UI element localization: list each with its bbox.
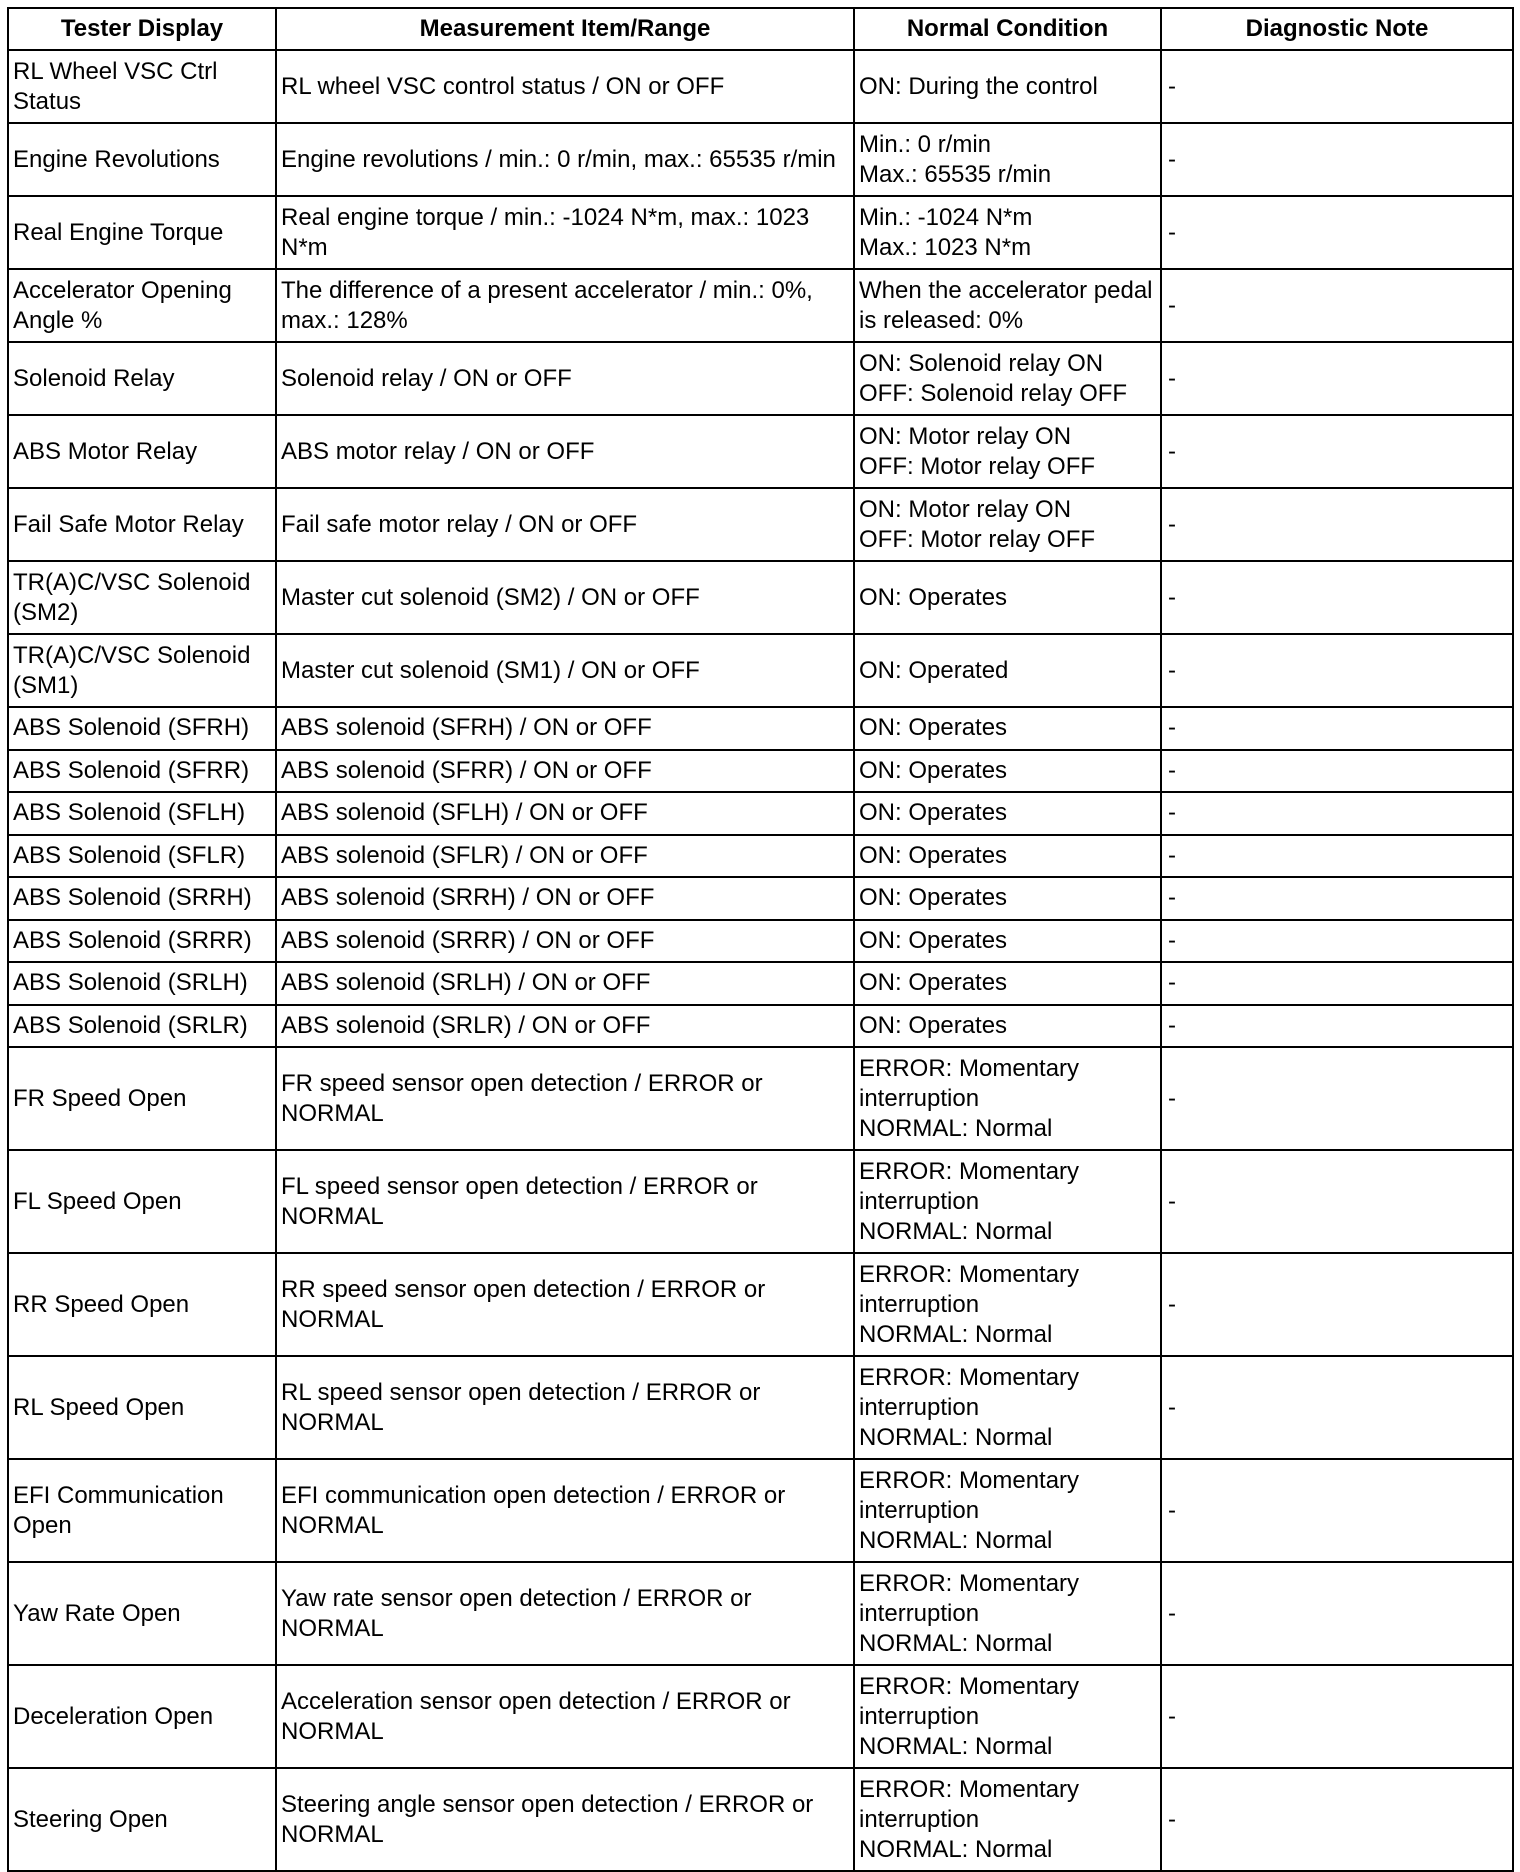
table-row <box>8 1665 1513 1768</box>
diagnostic-note-cell: - <box>1161 792 1513 835</box>
measurement-item-cell: ABS solenoid (SRLR) / ON or OFF <box>276 1005 854 1048</box>
normal-condition-cell: When the accelerator pedal is released: 0% <box>854 269 1161 342</box>
tester-display-cell: Accelerator Opening Angle % <box>8 269 276 342</box>
normal-condition-cell: ERROR: Momentary interruption NORMAL: Normal <box>854 1150 1161 1253</box>
diagnostic-note-cell: - <box>1161 561 1513 634</box>
table-row <box>8 50 1513 123</box>
tester-display-cell: ABS Solenoid (SRRR) <box>8 920 276 963</box>
measurement-item-cell: Acceleration sensor open detection / ERROR or NORMAL <box>276 1665 854 1768</box>
table-row <box>8 750 1513 793</box>
tester-display-cell: ABS Solenoid (SFLH) <box>8 792 276 835</box>
normal-condition-cell: ON: Operates <box>854 835 1161 878</box>
tester-display-cell: Yaw Rate Open <box>8 1562 276 1665</box>
tester-display-cell: ABS Solenoid (SFLR) <box>8 835 276 878</box>
diagnostic-note-cell: - <box>1161 750 1513 793</box>
normal-condition-cell: ON: Motor relay ON OFF: Motor relay OFF <box>854 415 1161 488</box>
measurement-item-cell: RR speed sensor open detection / ERROR or NORMAL <box>276 1253 854 1356</box>
tester-display-cell: Deceleration Open <box>8 1665 276 1768</box>
normal-condition-cell: ON: Motor relay ON OFF: Motor relay OFF <box>854 488 1161 561</box>
measurement-item-cell: Yaw rate sensor open detection / ERROR or NORMAL <box>276 1562 854 1665</box>
diagnostic-note-cell: - <box>1161 1150 1513 1253</box>
tester-display-cell: Steering Open <box>8 1768 276 1871</box>
tester-display-cell: TR(A)C/VSC Solenoid (SM1) <box>8 634 276 707</box>
measurement-item-cell: Solenoid relay / ON or OFF <box>276 342 854 415</box>
measurement-item-cell: The difference of a present accelerator / min.: 0%, max.: 128% <box>276 269 854 342</box>
diagnostic-note-cell: - <box>1161 415 1513 488</box>
diagnostic-note-cell: - <box>1161 196 1513 269</box>
table-row <box>8 488 1513 561</box>
normal-condition-cell: ON: Operates <box>854 877 1161 920</box>
measurement-item-cell: ABS solenoid (SFRR) / ON or OFF <box>276 750 854 793</box>
diagnostic-note-cell: - <box>1161 1253 1513 1356</box>
table-row <box>8 707 1513 750</box>
normal-condition-cell: ERROR: Momentary interruption NORMAL: Normal <box>854 1562 1161 1665</box>
measurement-item-cell: Engine revolutions / min.: 0 r/min, max.: 65535 r/min <box>276 123 854 196</box>
measurement-item-cell: ABS solenoid (SRLH) / ON or OFF <box>276 962 854 1005</box>
tester-display-cell: ABS Solenoid (SRLR) <box>8 1005 276 1048</box>
normal-condition-cell: ON: Solenoid relay ON OFF: Solenoid relay OFF <box>854 342 1161 415</box>
table-row <box>8 792 1513 835</box>
measurement-item-cell: FR speed sensor open detection / ERROR or NORMAL <box>276 1047 854 1150</box>
normal-condition-cell: ERROR: Momentary interruption NORMAL: Normal <box>854 1665 1161 1768</box>
table-row <box>8 1768 1513 1871</box>
diagnostic-note-cell: - <box>1161 1047 1513 1150</box>
tester-display-cell: ABS Solenoid (SFRH) <box>8 707 276 750</box>
normal-condition-cell: ERROR: Momentary interruption NORMAL: Normal <box>854 1356 1161 1459</box>
tester-display-cell: Fail Safe Motor Relay <box>8 488 276 561</box>
tester-display-cell: TR(A)C/VSC Solenoid (SM2) <box>8 561 276 634</box>
normal-condition-cell: ON: Operates <box>854 707 1161 750</box>
table-row <box>8 634 1513 707</box>
table-row <box>8 1253 1513 1356</box>
table-row <box>8 1356 1513 1459</box>
normal-condition-cell: ERROR: Momentary interruption NORMAL: Normal <box>854 1253 1161 1356</box>
table-row <box>8 962 1513 1005</box>
diagnostic-note-cell: - <box>1161 1356 1513 1459</box>
tester-display-cell: Engine Revolutions <box>8 123 276 196</box>
diagnostic-note-cell: - <box>1161 920 1513 963</box>
normal-condition-cell: ON: Operates <box>854 792 1161 835</box>
diagnostic-note-cell: - <box>1161 634 1513 707</box>
tester-display-cell: ABS Solenoid (SFRR) <box>8 750 276 793</box>
diagnostic-note-cell: - <box>1161 962 1513 1005</box>
measurement-item-cell: EFI communication open detection / ERROR or NORMAL <box>276 1459 854 1562</box>
table-row <box>8 920 1513 963</box>
normal-condition-cell: ERROR: Momentary interruption NORMAL: Normal <box>854 1768 1161 1871</box>
measurement-item-cell: ABS solenoid (SRRH) / ON or OFF <box>276 877 854 920</box>
diagnostic-note-cell: - <box>1161 488 1513 561</box>
table-row <box>8 877 1513 920</box>
table-header-row <box>8 8 1513 50</box>
table-row <box>8 1150 1513 1253</box>
normal-condition-cell: ON: Operates <box>854 1005 1161 1048</box>
table-row <box>8 1005 1513 1048</box>
measurement-item-cell: ABS solenoid (SRRR) / ON or OFF <box>276 920 854 963</box>
table-row <box>8 1562 1513 1665</box>
table-row <box>8 269 1513 342</box>
header-measurement-item: Measurement Item/Range <box>276 8 854 50</box>
measurement-item-cell: Fail safe motor relay / ON or OFF <box>276 488 854 561</box>
measurement-item-cell: Real engine torque / min.: -1024 N*m, max.: 1023 N*m <box>276 196 854 269</box>
normal-condition-cell: Min.: 0 r/min Max.: 65535 r/min <box>854 123 1161 196</box>
tester-display-cell: RL Speed Open <box>8 1356 276 1459</box>
normal-condition-cell: ERROR: Momentary interruption NORMAL: Normal <box>854 1047 1161 1150</box>
measurement-item-cell: Master cut solenoid (SM2) / ON or OFF <box>276 561 854 634</box>
tester-display-cell: ABS Solenoid (SRRH) <box>8 877 276 920</box>
diagnostic-note-cell: - <box>1161 1562 1513 1665</box>
measurement-item-cell: ABS motor relay / ON or OFF <box>276 415 854 488</box>
tester-display-cell: ABS Solenoid (SRLH) <box>8 962 276 1005</box>
header-diagnostic-note: Diagnostic Note <box>1161 8 1513 50</box>
normal-condition-cell: ON: During the control <box>854 50 1161 123</box>
tester-display-cell: EFI Communication Open <box>8 1459 276 1562</box>
measurement-item-cell: ABS solenoid (SFLR) / ON or OFF <box>276 835 854 878</box>
normal-condition-cell: ON: Operated <box>854 634 1161 707</box>
measurement-item-cell: ABS solenoid (SFRH) / ON or OFF <box>276 707 854 750</box>
header-tester-display: Tester Display <box>8 8 276 50</box>
measurement-item-cell: Master cut solenoid (SM1) / ON or OFF <box>276 634 854 707</box>
diagnostic-note-cell: - <box>1161 1459 1513 1562</box>
diagnostic-note-cell: - <box>1161 1665 1513 1768</box>
table-row <box>8 1459 1513 1562</box>
tester-display-cell: Real Engine Torque <box>8 196 276 269</box>
diagnostic-note-cell: - <box>1161 1005 1513 1048</box>
table-row <box>8 123 1513 196</box>
diagnostic-note-cell: - <box>1161 342 1513 415</box>
normal-condition-cell: Min.: -1024 N*m Max.: 1023 N*m <box>854 196 1161 269</box>
normal-condition-cell: ON: Operates <box>854 920 1161 963</box>
tester-display-cell: ABS Motor Relay <box>8 415 276 488</box>
tester-display-cell: RR Speed Open <box>8 1253 276 1356</box>
diagnostic-note-cell: - <box>1161 269 1513 342</box>
tester-display-cell: Solenoid Relay <box>8 342 276 415</box>
diagnostic-note-cell: - <box>1161 835 1513 878</box>
table-row <box>8 196 1513 269</box>
header-normal-condition: Normal Condition <box>854 8 1161 50</box>
tester-display-cell: RL Wheel VSC Ctrl Status <box>8 50 276 123</box>
diagnostic-note-cell: - <box>1161 50 1513 123</box>
table-row <box>8 342 1513 415</box>
diagnostic-note-cell: - <box>1161 877 1513 920</box>
tester-display-cell: FL Speed Open <box>8 1150 276 1253</box>
table-row <box>8 415 1513 488</box>
normal-condition-cell: ON: Operates <box>854 750 1161 793</box>
diagnostic-note-cell: - <box>1161 123 1513 196</box>
diagnostic-note-cell: - <box>1161 1768 1513 1871</box>
diagnostic-note-cell: - <box>1161 707 1513 750</box>
measurement-item-cell: Steering angle sensor open detection / ERROR or NORMAL <box>276 1768 854 1871</box>
measurement-item-cell: RL wheel VSC control status / ON or OFF <box>276 50 854 123</box>
table-row <box>8 561 1513 634</box>
normal-condition-cell: ON: Operates <box>854 962 1161 1005</box>
diagnostic-data-table <box>7 7 1514 1872</box>
measurement-item-cell: RL speed sensor open detection / ERROR or NORMAL <box>276 1356 854 1459</box>
normal-condition-cell: ON: Operates <box>854 561 1161 634</box>
tester-display-cell: FR Speed Open <box>8 1047 276 1150</box>
table-row <box>8 1047 1513 1150</box>
measurement-item-cell: FL speed sensor open detection / ERROR or NORMAL <box>276 1150 854 1253</box>
measurement-item-cell: ABS solenoid (SFLH) / ON or OFF <box>276 792 854 835</box>
table-row <box>8 835 1513 878</box>
normal-condition-cell: ERROR: Momentary interruption NORMAL: Normal <box>854 1459 1161 1562</box>
